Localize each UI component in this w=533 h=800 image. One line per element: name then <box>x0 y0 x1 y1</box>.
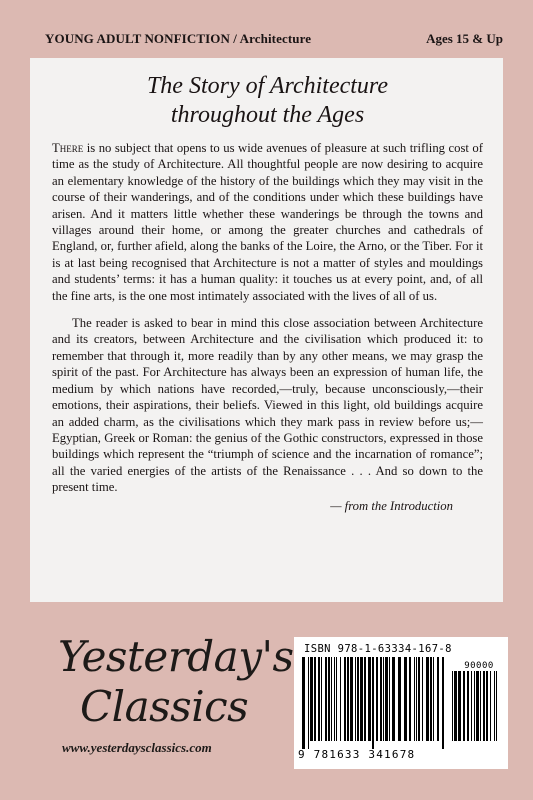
barcode-bar <box>454 671 457 741</box>
publisher-website: www.yesterdaysclassics.com <box>62 740 212 755</box>
barcode-bar <box>490 671 491 741</box>
barcode-bar <box>496 671 497 741</box>
barcode-bar <box>476 671 479 741</box>
blurb-paragraph-1 <box>52 140 483 304</box>
barcode-bar <box>458 671 461 741</box>
barcode-bar <box>430 657 432 741</box>
blurb-title <box>52 72 483 130</box>
barcode-bar <box>471 671 472 741</box>
barcode-bar <box>344 657 346 741</box>
barcode-bar <box>426 657 429 741</box>
barcode-bar <box>372 657 374 749</box>
barcode-bar <box>376 657 378 741</box>
barcode-bar <box>404 657 407 741</box>
barcode-bar <box>480 671 481 741</box>
logo-line-1: Yesterday's <box>58 632 294 681</box>
publisher-logo <box>58 630 298 740</box>
barcode-bar <box>302 657 305 749</box>
barcode-bar <box>355 657 356 741</box>
barcode-bar <box>340 657 341 741</box>
ean-digits-text: 9 781633 341678 <box>298 748 416 761</box>
paragraph-lead-word: There <box>52 141 84 155</box>
barcode-bar <box>334 657 335 741</box>
isbn-text: ISBN 978-1-63334-167-8 <box>304 643 452 655</box>
barcode-bar <box>310 657 313 741</box>
barcode-bar <box>418 657 420 741</box>
barcode-bar <box>328 657 330 741</box>
barcode-bar <box>380 657 382 741</box>
barcode-bar <box>442 657 444 749</box>
barcode-bar <box>409 657 411 741</box>
barcode-bar <box>452 671 453 741</box>
age-range-label: Ages 15 & Up <box>426 31 503 46</box>
logo-line-2: Classics <box>80 682 249 731</box>
category-label: YOUNG ADULT NONFICTION / Architecture <box>45 31 312 46</box>
barcode-bar <box>308 657 309 749</box>
barcode-bar <box>416 657 417 741</box>
blurb-title-line1: The Story of Architecture <box>146 73 389 99</box>
barcode-bar <box>347 657 349 741</box>
blurb-title-line2: throughout the Ages <box>170 102 365 128</box>
barcode-bar <box>331 657 332 741</box>
barcode-bar <box>350 657 353 741</box>
barcode-bar <box>422 657 423 741</box>
barcode-bar <box>433 657 434 741</box>
barcode-bar <box>368 657 371 741</box>
barcode-bar <box>486 671 488 741</box>
barcode-bar <box>414 657 415 741</box>
barcode-box <box>294 637 508 769</box>
barcode-bar <box>360 657 363 741</box>
barcode-bar <box>385 657 388 741</box>
barcode-bar <box>318 657 320 741</box>
blurb-source: — from the Introduction <box>330 498 453 513</box>
barcode-bar <box>364 657 366 741</box>
barcode-bar <box>392 657 395 741</box>
barcode-bar <box>467 671 469 741</box>
ean-barcode <box>300 657 446 749</box>
barcode-bar <box>398 657 401 741</box>
barcode-bar <box>325 657 327 741</box>
paragraph-1-text: is no subject that opens to us wide avenues of pleasure at such trifling cost of time as the study of Architecture. All thoughtful people are now desiring to acquire an elementary knowledge of the history of the buildings which they may visit in the course of their wanderings, and of the conditions under which these buildings have arisen. And it matters little whether these wanderings be through the towns and villages around their home, or among the greater churches and cathedrals of England, or, further afield, along the banks of the Loire, the Arno, or the Tiber. For it is at last being recognised that Architecture is not a matter of styles and mouldings and students’ terms: it has a human quality: it touches us at every point, and, of all the fine arts, is the one most intimately associated with the lives of all of us. <box>52 141 483 303</box>
header-bar <box>0 0 533 50</box>
barcode-bar <box>483 671 485 741</box>
barcode-bar <box>494 671 495 741</box>
barcode-bar <box>321 657 322 741</box>
barcode-bar <box>437 657 439 741</box>
barcode-bar <box>389 657 390 741</box>
barcode-bar <box>336 657 337 741</box>
barcode-bar <box>383 657 384 741</box>
blurb-paragraph-2: The reader is asked to bear in mind this close association between Architecture and its creators, between Architecture and the civilisation which produced it: to remember that through it, more readily than by any other means, we may grasp the spirit of the past. For Architecture has always been an expression of human life, the medium by which nations have recorded,—truly, because unconsciously,—their emotions, their aspirations, their beliefs. Viewed in this light, old buildings acquire an added charm, as the civilisations which they mark pass in review before us;—Egyptian, Greek or Roman: the genius of the Gothic constructors, expressed in those buildings which represent the “triumph of science and the incarnation of romance”; all the varied energies of the artists of the Renaissance . . . And so down to the present time. <box>52 316 483 495</box>
description-panel <box>30 58 503 602</box>
barcode-bar <box>357 657 359 741</box>
barcode-bar <box>474 671 475 741</box>
barcode-bar <box>314 657 316 741</box>
barcode-bar <box>463 671 465 741</box>
price-code-text: 90000 <box>464 661 494 671</box>
